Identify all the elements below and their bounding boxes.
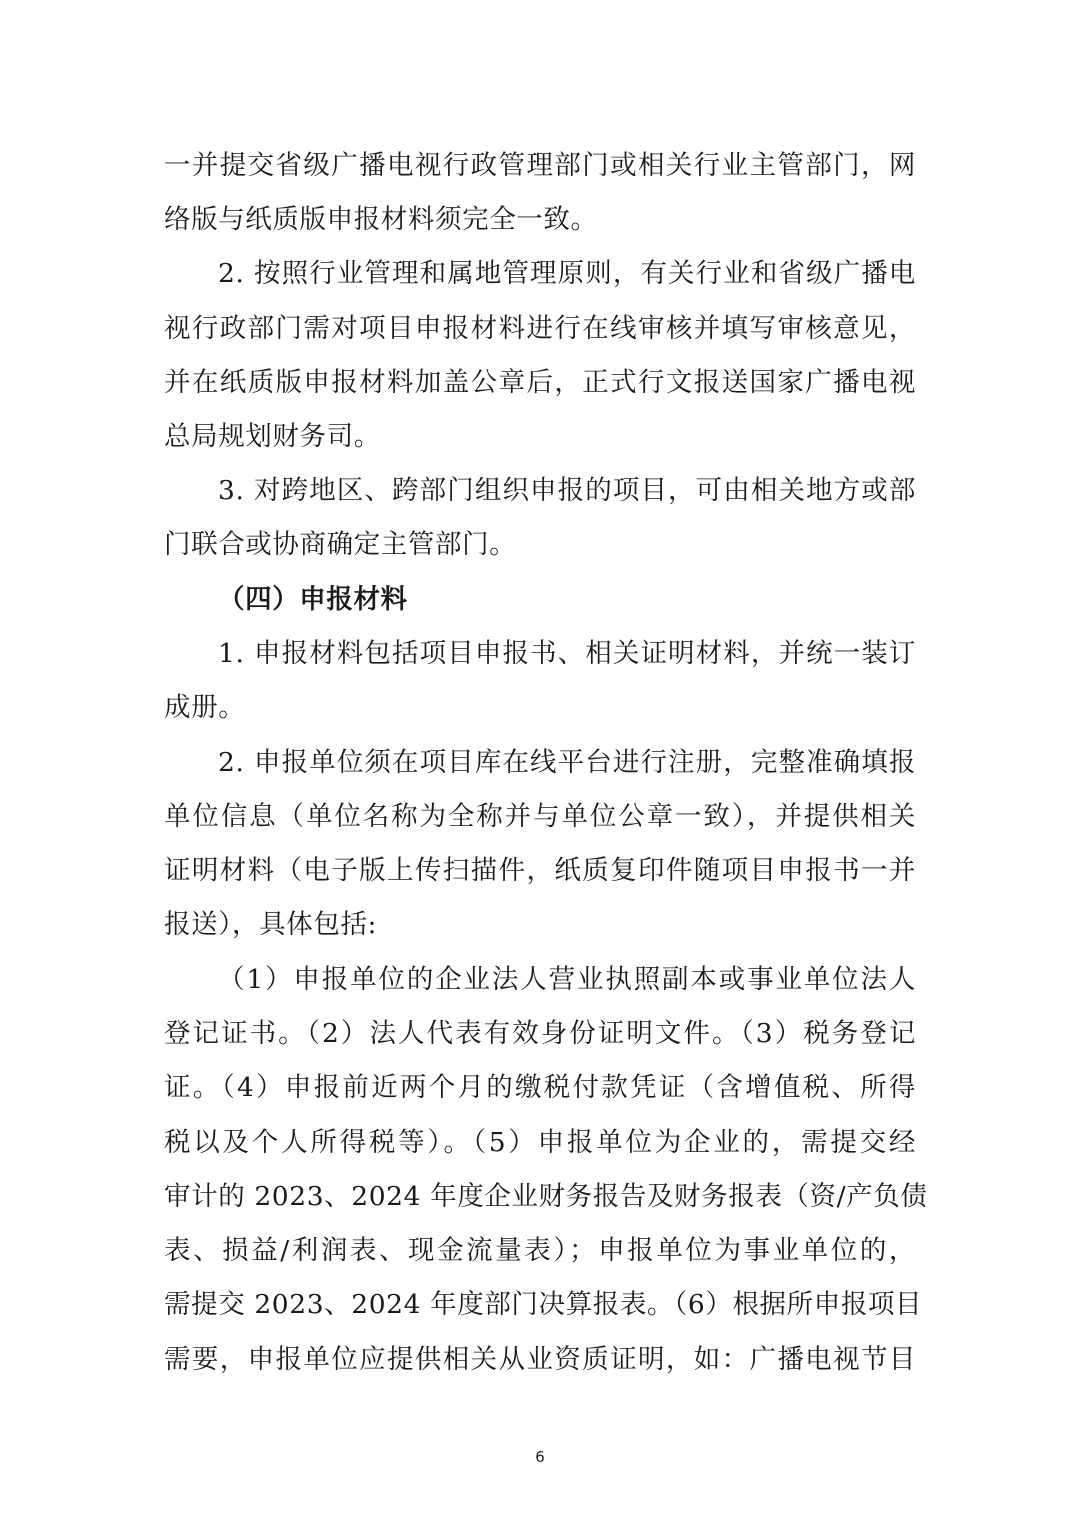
paragraph-line: 表、损益/利润表、现金流量表）；申报单位为事业单位的， (164, 1235, 916, 1266)
paragraph-line: 门联合或协商确定主管部门。 (164, 529, 517, 560)
paragraph-line: 证明材料（电子版上传扫描件，纸质复印件随项目申报书一并 (164, 855, 916, 886)
paragraph-line: 税以及个人所得税等）。（5）申报单位为企业的，需提交经 (164, 1127, 916, 1158)
paragraph-line: 审计的 2023、2024 年度企业财务报告及财务报表（资/产负债 (164, 1181, 928, 1212)
paragraph-line: 2. 按照行业管理和属地管理原则，有关行业和省级广播电 (218, 258, 916, 289)
paragraph-line: 登记证书。（2）法人代表有效身份证明文件。（3）税务登记 (164, 1018, 916, 1049)
paragraph-line: 一并提交省级广播电视行政管理部门或相关行业主管部门，网 (164, 150, 916, 181)
paragraph-line: 需提交 2023、2024 年度部门决算报表。（6）根据所申报项目 (164, 1289, 923, 1320)
section-heading: （四）申报材料 (218, 584, 408, 615)
paragraph-line: （1）申报单位的企业法人营业执照副本或事业单位法人 (218, 964, 916, 995)
paragraph-line: 2. 申报单位须在项目库在线平台进行注册，完整准确填报 (218, 747, 916, 778)
paragraph-line: 报送），具体包括: (164, 909, 378, 940)
paragraph-line: 成册。 (164, 692, 246, 723)
paragraph-line: 1. 申报材料包括项目申报书、相关证明材料，并统一装订 (218, 638, 916, 669)
paragraph-line: 单位信息（单位名称为全称并与单位公章一致），并提供相关 (164, 801, 916, 832)
page-number: 6 (535, 1448, 545, 1466)
paragraph-line: 并在纸质版申报材料加盖公章后，正式行文报送国家广播电视 (164, 367, 916, 398)
paragraph-line: 3. 对跨地区、跨部门组织申报的项目，可由相关地方或部 (218, 475, 916, 506)
paragraph-line: 总局规划财务司。 (164, 421, 381, 452)
paragraph-line: 需要，申报单位应提供相关从业资质证明，如：广播电视节目 (164, 1344, 916, 1375)
paragraph-line: 证。（4）申报前近两个月的缴税付款凭证（含增值税、所得 (164, 1072, 916, 1103)
paragraph-line: 络版与纸质版申报材料须完全一致。 (164, 204, 598, 235)
paragraph-line: 视行政部门需对项目申报材料进行在线审核并填写审核意见， (164, 313, 916, 344)
